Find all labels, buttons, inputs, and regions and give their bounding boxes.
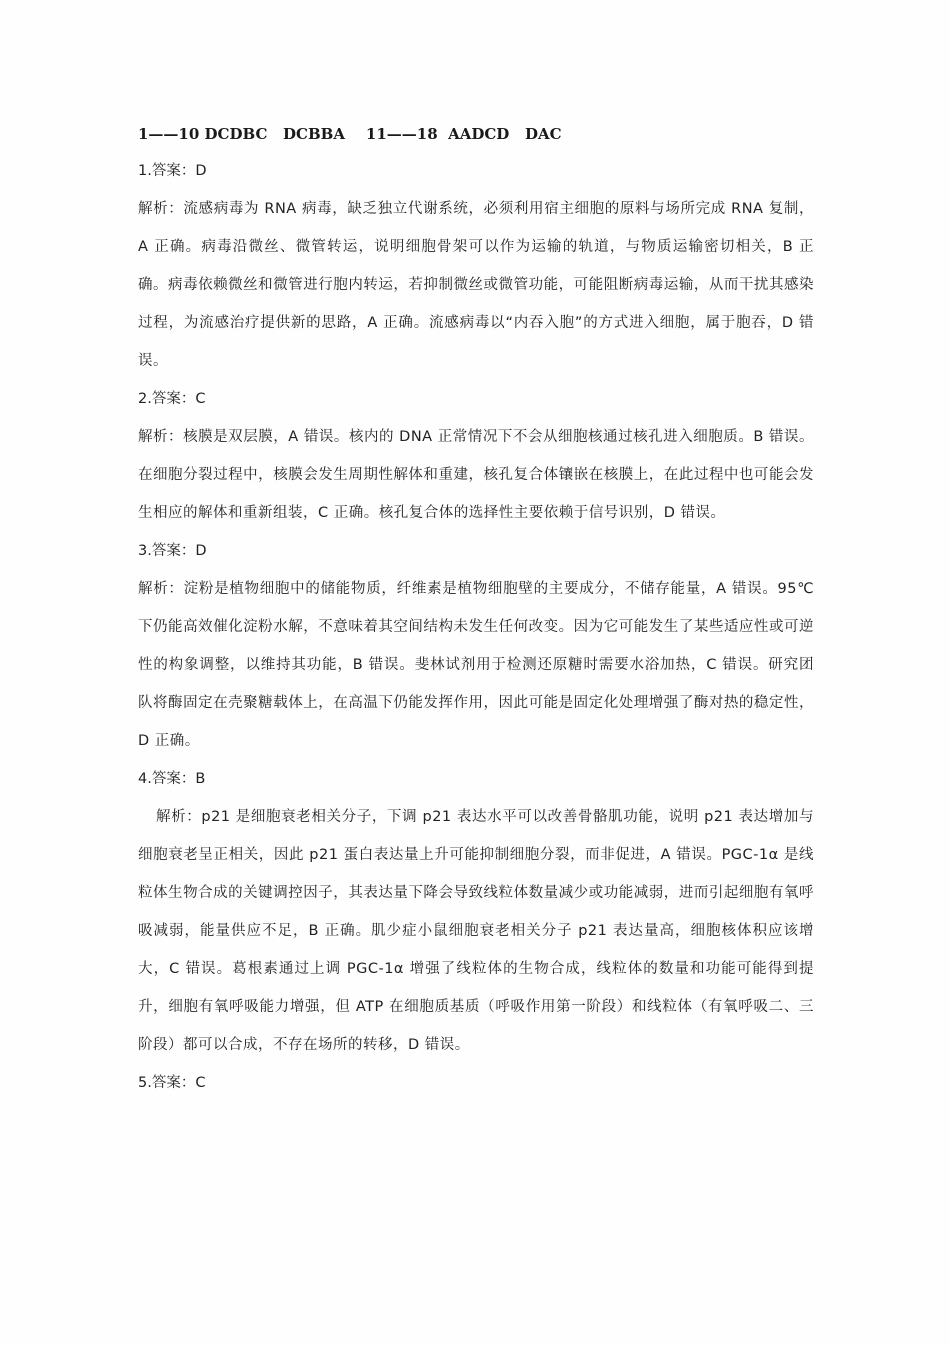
explanation-3: 解析：淀粉是植物细胞中的储能物质，纤维素是植物细胞壁的主要成分，不储存能量，A 错误。95℃下仍能高效催化淀粉水解，不意味着其空间结构未发生任何改变。因为它可能发生了某些适应性或可逆性的构象调整，以维持其功能，B 错误。斐林试剂用于检测还原糖时需要水浴加热，C 错误。研究团队将酶固定在壳聚糖载体上，在高温下仍能发挥作用，因此可能是固定化处理增强了酶对热的稳定性，D 正确。	[138, 581, 814, 749]
answer-key-line: 1——10 DCDBC DCBBA 11——18 AADCD DAC	[138, 125, 562, 143]
document-content	[138, 118, 814, 1102]
answer-4: 4.答案：B	[138, 771, 206, 787]
answer-5: 5.答案：C	[138, 1075, 206, 1091]
answer-3: 3.答案：D	[138, 543, 207, 559]
explanation-2: 解析：核膜是双层膜，A 错误。核内的 DNA 正常情况下不会从细胞核通过核孔进入细胞质。B 错误。在细胞分裂过程中，核膜会发生周期性解体和重建，核孔复合体镶嵌在核膜上，在此过程中也可能会发生相应的解体和重新组装，C 正确。核孔复合体的选择性主要依赖于信号识别，D 错误。	[138, 429, 814, 521]
answer-2: 2.答案：C	[138, 391, 206, 407]
answer-1: 1.答案：D	[138, 163, 207, 179]
explanation-4: 解析：p21 是细胞衰老相关分子，下调 p21 表达水平可以改善骨骼肌功能，说明 p21 表达增加与细胞衰老呈正相关，因此 p21 蛋白表达量上升可能抑制细胞分裂，而非促进，A 错误。PGC-1α 是线粒体生物合成的关键调控因子，其表达量下降会导致线粒体数量减少或功能减弱，进而引起细胞有氧呼吸减弱，能量供应不足，B 正确。肌少症小鼠细胞衰老相关分子 p21 表达量高，细胞核体积应该增大，C 错误。葛根素通过上调 PGC-1α 增强了线粒体的生物合成，线粒体的数量和功能可能得到提升，细胞有氧呼吸能力增强，但 ATP 在细胞质基质（呼吸作用第一阶段）和线粒体（有氧呼吸二、三阶段）都可以合成，不存在场所的转移，D 错误。	[138, 809, 814, 1053]
explanation-1: 解析：流感病毒为 RNA 病毒，缺乏独立代谢系统，必须利用宿主细胞的原料与场所完成 RNA 复制，A 正确。病毒沿微丝、微管转运，说明细胞骨架可以作为运输的轨道，与物质运输密切相关，B 正确。病毒依赖微丝和微管进行胞内转运，若抑制微丝或微管功能，可能阻断病毒运输，从而干扰其感染过程，为流感治疗提供新的思路，A 正确。流感病毒以“内吞入胞”的方式进入细胞，属于胞吞，D 错误。	[138, 201, 814, 369]
